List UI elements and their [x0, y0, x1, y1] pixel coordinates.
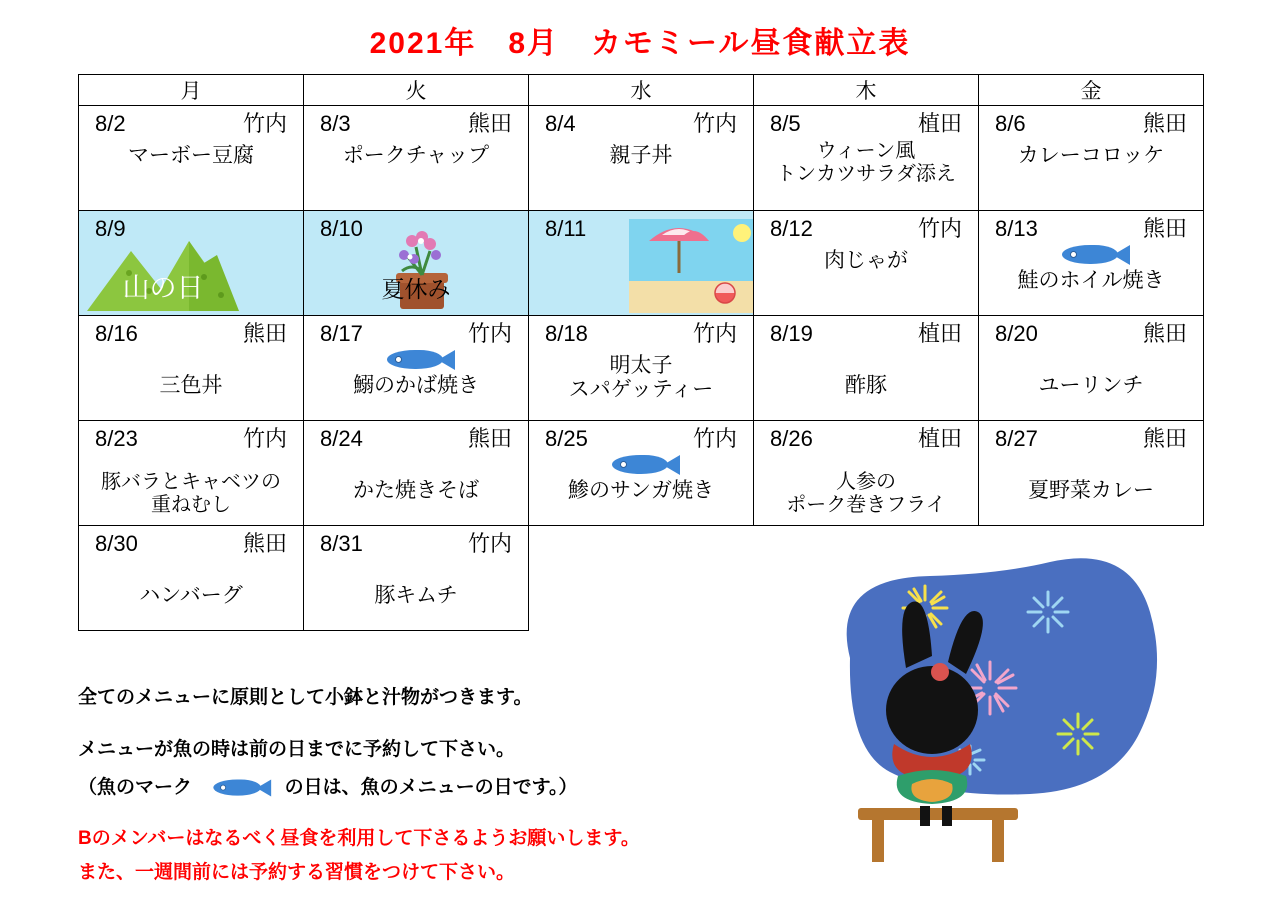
note-red-1: Bのメンバーはなるべく昼食を利用して下さるようお願いします。: [78, 828, 640, 850]
day-date: 8/11: [545, 216, 587, 241]
weekday-header-tue: 火: [304, 75, 529, 106]
day-cell: [79, 421, 304, 526]
table-row: [79, 106, 1204, 211]
fish-icon: [205, 778, 271, 798]
day-staff: 熊田: [1142, 426, 1187, 451]
day-menu: 親子丼: [609, 143, 673, 167]
day-cell: [304, 421, 529, 526]
day-menu: 肉じゃが: [824, 248, 908, 272]
day-date: 8/20: [995, 321, 1038, 346]
day-staff: 竹内: [692, 111, 737, 136]
fish-marker: [304, 348, 528, 374]
weekday-header-fri: 金: [979, 75, 1204, 106]
day-menu: 三色丼: [159, 373, 223, 397]
day-cell: [979, 211, 1204, 316]
day-cell: [304, 526, 529, 631]
day-staff: 植田: [917, 321, 962, 346]
day-menu: カレーコロッケ: [1017, 143, 1165, 167]
day-cell: [754, 316, 979, 421]
day-date: 8/6: [995, 111, 1026, 136]
day-staff: 植田: [917, 426, 962, 451]
day-date: 8/25: [545, 426, 588, 451]
day-cell: [754, 211, 979, 316]
note-line-3-post: の日は、魚のメニューの日です。）: [284, 777, 578, 799]
day-menu: マーボー豆腐: [128, 143, 254, 167]
day-date: 8/30: [95, 531, 138, 556]
day-date: 8/16: [95, 321, 138, 346]
day-cell: [79, 526, 304, 631]
note-line-3: [78, 770, 778, 806]
day-date: 8/18: [545, 321, 588, 346]
day-cell: [529, 421, 754, 526]
day-staff: 熊田: [1142, 216, 1187, 241]
weekday-header-mon: 月: [79, 75, 304, 106]
weekday-header-wed: 水: [529, 75, 754, 106]
fireworks-rabbit-illustration: [820, 548, 1170, 878]
table-row: [79, 211, 1204, 316]
day-menu: 豚バラとキャベツの: [101, 470, 281, 493]
day-staff: 竹内: [917, 216, 962, 241]
note-line-3-pre: （魚のマーク: [78, 777, 193, 799]
day-date: 8/3: [320, 111, 351, 136]
day-menu: 鯵のサンガ焼き: [568, 478, 714, 502]
day-menu: ハンバーグ: [139, 583, 243, 607]
day-staff: 植田: [917, 111, 962, 136]
day-date: 8/2: [95, 111, 126, 136]
day-date: 8/10: [320, 216, 363, 241]
day-date: 8/19: [770, 321, 813, 346]
day-cell: [304, 106, 529, 211]
day-cell-holiday: [529, 211, 754, 316]
day-staff: 竹内: [242, 111, 287, 136]
day-staff: 竹内: [692, 321, 737, 346]
day-cell: [754, 421, 979, 526]
day-date: 8/27: [995, 426, 1038, 451]
table-row: [79, 421, 1204, 526]
day-menu-line2: スパゲッティー: [568, 378, 714, 402]
empty-cell: [529, 526, 754, 631]
day-menu: 酢豚: [845, 373, 887, 397]
day-cell: [304, 316, 529, 421]
day-staff: 熊田: [467, 426, 512, 451]
day-staff: 熊田: [467, 111, 512, 136]
day-date: 8/9: [95, 216, 126, 241]
day-date: 8/17: [320, 321, 363, 346]
day-cell: [754, 106, 979, 211]
holiday-label: 夏休み: [381, 276, 451, 302]
note-line-1: 全てのメニューに原則として小鉢と汁物がつきます。: [78, 687, 533, 708]
day-cell: [79, 316, 304, 421]
day-date: 8/4: [545, 111, 576, 136]
table-row: [79, 316, 1204, 421]
day-menu: 鮭のホイル焼き: [1017, 268, 1165, 292]
page-title: 2021年 8月 カモミール昼食献立表: [369, 27, 911, 60]
day-staff: 熊田: [242, 531, 287, 556]
day-menu: ウィーン風: [816, 139, 916, 162]
day-staff: 竹内: [242, 426, 287, 451]
day-staff: 竹内: [467, 531, 512, 556]
day-date: 8/5: [770, 111, 801, 136]
day-cell: [529, 316, 754, 421]
day-menu: 明太子: [609, 353, 673, 377]
day-menu: 豚キムチ: [374, 583, 458, 607]
day-cell: [979, 421, 1204, 526]
day-menu: かた焼きそば: [353, 478, 479, 502]
day-date: 8/24: [320, 426, 363, 451]
note-line-2: メニューが魚の時は前の日までに予約して下さい。: [78, 739, 516, 761]
day-date: 8/13: [995, 216, 1038, 241]
note-red-2: また、一週間前には予約する習慣をつけて下さい。: [78, 861, 516, 883]
weekday-header-row: [79, 75, 1204, 106]
day-menu-line2: 重ねむし: [151, 494, 231, 517]
day-date: 8/26: [770, 426, 813, 451]
day-staff: 熊田: [242, 321, 287, 346]
day-cell: [529, 106, 754, 211]
fish-marker: [529, 453, 753, 479]
day-staff: 熊田: [1142, 111, 1187, 136]
day-menu: 鰯のかば焼き: [353, 373, 479, 397]
day-date: 8/12: [770, 216, 813, 241]
day-staff: 竹内: [467, 321, 512, 346]
day-staff: 熊田: [1142, 321, 1187, 346]
day-menu-line2: トンカツサラダ添え: [776, 163, 956, 186]
day-menu-line2: ポーク巻きフライ: [786, 494, 946, 517]
day-cell-holiday: [79, 211, 304, 316]
day-cell: [79, 106, 304, 211]
weekday-header-thu: 木: [754, 75, 979, 106]
day-staff: 竹内: [692, 426, 737, 451]
day-date: 8/31: [320, 531, 363, 556]
day-cell: [979, 316, 1204, 421]
day-menu: ポークチャップ: [342, 143, 490, 167]
day-cell-holiday: [304, 211, 529, 316]
day-cell: [979, 106, 1204, 211]
day-menu: 夏野菜カレー: [1028, 478, 1154, 502]
day-date: 8/23: [95, 426, 138, 451]
day-menu: 人参の: [836, 470, 896, 493]
svg-text:山の日: 山の日: [122, 273, 204, 303]
notes-section: [78, 680, 778, 889]
fish-marker: [979, 243, 1203, 269]
day-menu: ユーリンチ: [1038, 373, 1144, 397]
